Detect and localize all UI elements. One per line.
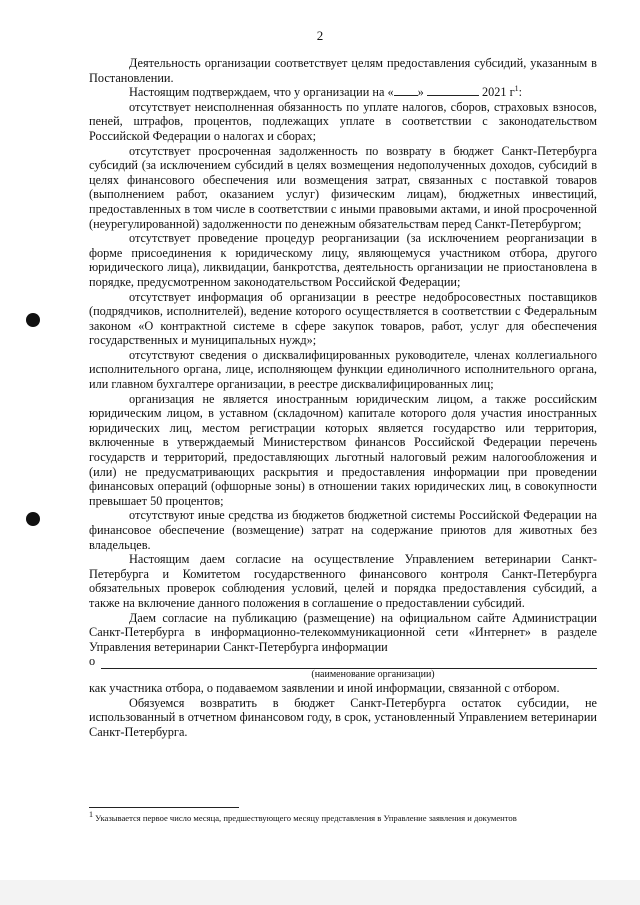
footnote-number: 1 xyxy=(89,810,93,820)
organization-name-caption: (наименование организации) xyxy=(311,668,435,680)
organization-name-field[interactable] xyxy=(101,657,597,669)
paragraph-activity: Деятельность организации соответствует целям предоставления субсидий, указанным в Постановлении. xyxy=(89,56,597,85)
paragraph-taxes: отсутствует неисполненная обязанность по уплате налогов, сборов, страховых взносов, пеней, штрафов, процентов, подлежащих уплате в соответствии с законодательством Российской Федерации о налогах и сборах; xyxy=(89,99,597,143)
paragraph-participant: как участника отбора, о подаваемом заявлении и иной информации, связанной с отбором. xyxy=(89,680,560,695)
paragraph-registry: отсутствует информация об организации в реестре недобросовестных поставщиков (подрядчиков, исполнителей), ведение которого осуществляется в соответствии с Федеральным законом «О контрактной системе в сфере закупок товаров, работ, услуг для обеспечения государственных и муниципальных нужд»; xyxy=(89,289,597,348)
confirm-colon: : xyxy=(518,85,523,100)
footnote-text: Указывается первое число месяца, предшествующего месяцу представления в Управление заявления и документов xyxy=(95,813,517,823)
paragraph-consent-publication: Даем согласие на публикацию (размещение) на официальном сайте Администрации Санкт-Петербурга в информационно-телекоммуникационной сети «Интернет» в разделе Управления ветеринарии Санкт-Петербурга информации xyxy=(89,610,597,654)
footnote-ref: 1 xyxy=(514,84,519,94)
confirm-text-start: Настоящим подтверждаем, что у организации на « xyxy=(129,85,394,100)
paragraph-consent-checks: Настоящим даем согласие на осуществление Управлением ветеринарии Санкт-Петербурга и Комитетом государственного финансового контроля Санкт-Петербурга обязательных проверок соблюдения условий, целей и порядка предоставления субсидий, а также на включение данного положения в соглашение о предоставлении субсидий. xyxy=(89,552,597,610)
paragraph-other-funds: отсутствуют иные средства из бюджетов бюджетной системы Российской Федерации на финансовое обеспечение (возмещение) затрат на содержание приютов для животных без владельцев. xyxy=(89,508,597,552)
paragraph-reorganization: отсутствует проведение процедур реорганизации (за исключением реорганизации в форме присоединения к юридическому лицу, являющемуся участником отбора, другого юридического лица), ликвидации, банкротства, деятельность организации не приостановлена в порядке, предусмотренном законодательством Российской Федерации; xyxy=(89,231,597,289)
paragraph-return: Обязуемся возвратить в бюджет Санкт-Петербурга остаток субсидии, не использованный в отчетном финансовом году, в срок, установленный Управлением ветеринарии Санкт-Петербурга. xyxy=(89,695,597,739)
organization-name-line xyxy=(89,654,597,669)
day-blank[interactable] xyxy=(394,85,418,96)
confirm-quote-close: » xyxy=(417,85,424,100)
paragraph-debt: отсутствует просроченная задолженность по возврату в бюджет Санкт-Петербурга субсидий (за исключением субсидий в целях возмещения недополученных доходов, субсидий в целях финансового обеспечения или возмещения затрат, связанных с поставкой товаров (выполнением работ, оказанием услуг) физическим лицам), бюджетных инвестиций, предоставленных в том числе в соответствии с иными правовыми актами, и иной просроченной (неурегулированной) задолженности по денежным обязательствам перед Санкт-Петербургом; xyxy=(89,143,597,231)
paragraph-foreign: организация не является иностранным юридическим лицом, а также российским юридическим лицом, в уставном (складочном) капитале которого доля участия иностранных юридических лиц, местом регистрации которых является государство или территория, включенные в утверждаемый Министерством финансов Российской Федерации перечень государств и территорий, предоставляющих льготный налоговый режим налогообложения и (или) не предусматривающих раскрытия и предоставления информации при проведении финансовых операций (офшорные зоны) в отношении таких юридических лиц, в совокупности превышает 50 процентов; xyxy=(89,391,597,508)
confirm-year: 2021 г xyxy=(481,85,515,100)
page-number: 2 xyxy=(316,28,324,43)
paragraph-confirm xyxy=(89,85,597,100)
footnote-divider xyxy=(89,807,239,808)
scan-bottom-edge xyxy=(0,880,640,905)
punch-hole-bottom xyxy=(26,512,40,526)
punch-hole-top xyxy=(26,313,40,327)
org-prefix: о xyxy=(89,654,96,669)
paragraph-disqualified: отсутствуют сведения о дисквалифицированных руководителе, членах коллегиального исполнительного органа, лице, исполняющем функции единоличного исполнительного органа, или главном бухгалтере организации, в реестре дисквалифицированных лиц; xyxy=(89,347,597,392)
footnote xyxy=(89,810,609,824)
document-body xyxy=(89,56,597,739)
month-blank[interactable] xyxy=(427,85,479,96)
